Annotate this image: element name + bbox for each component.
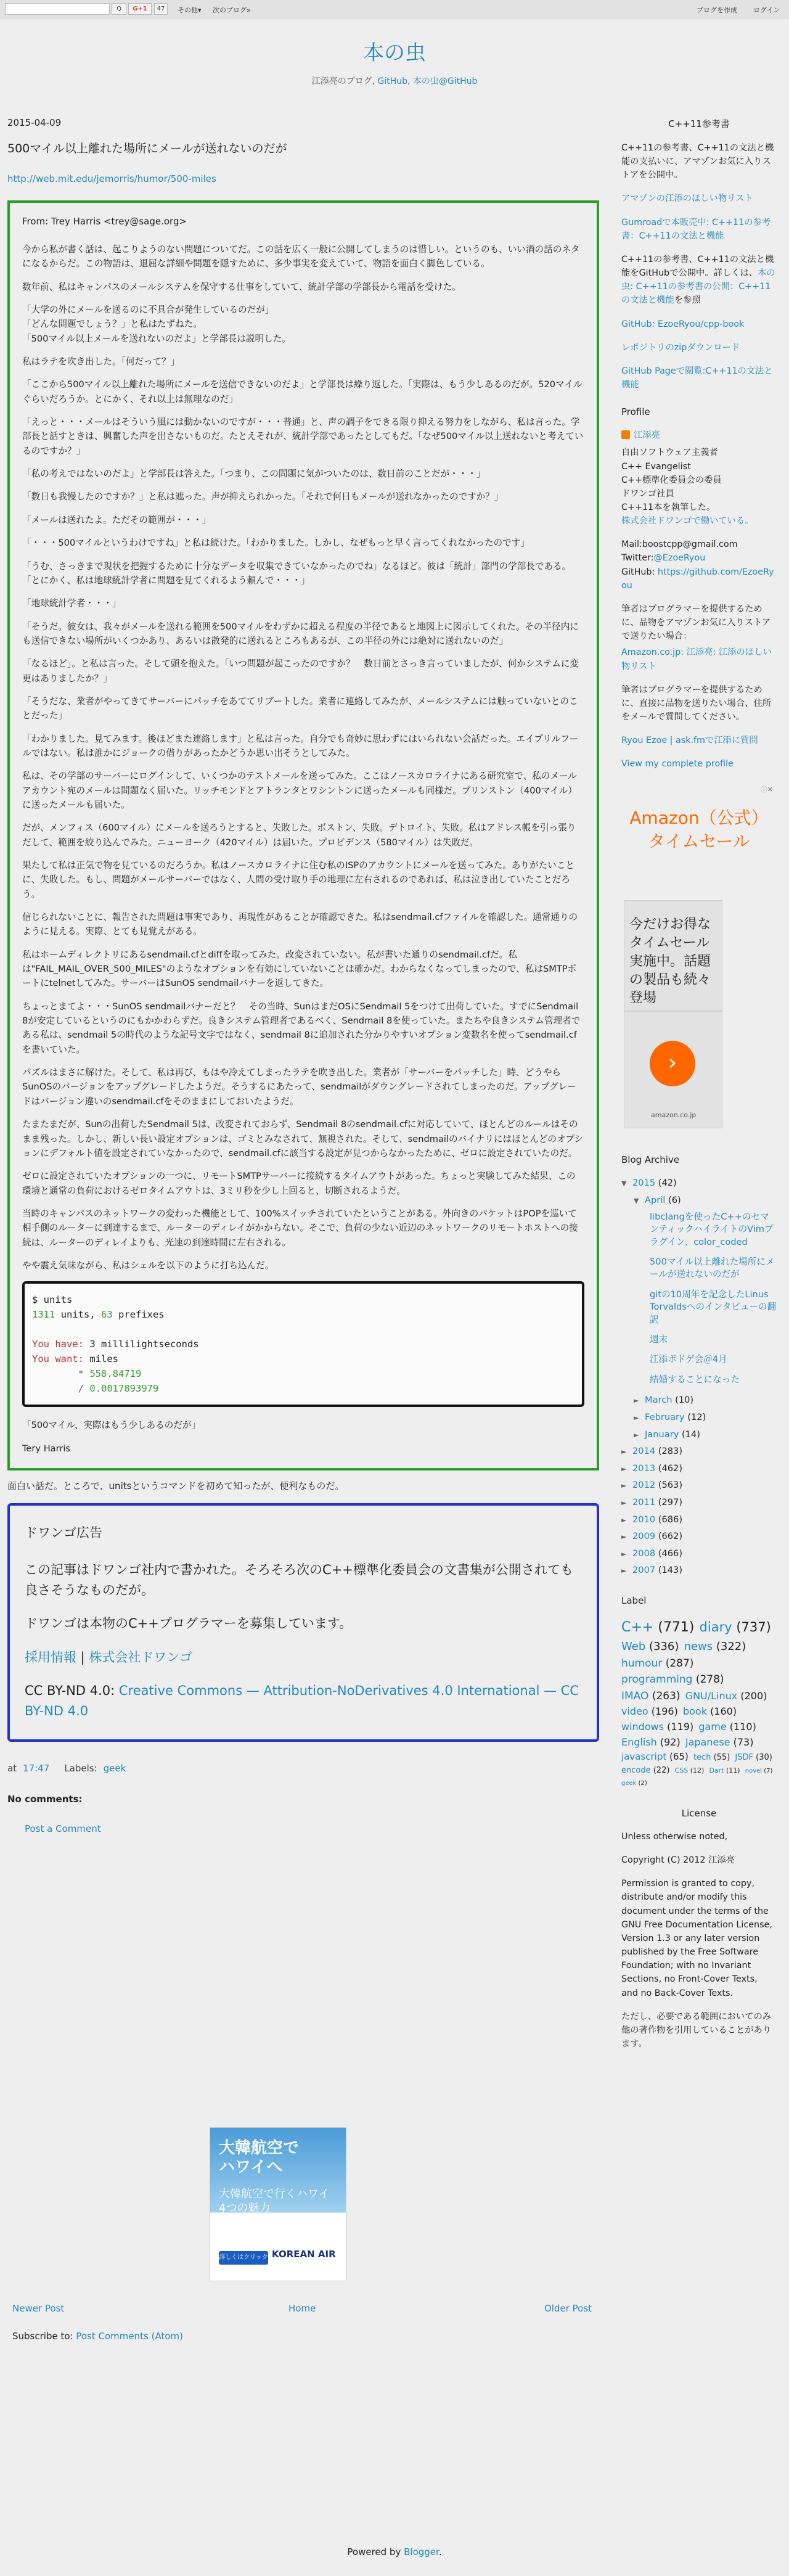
label-item bbox=[621, 1690, 681, 1702]
story-paragraph: 「・・・500マイルというわけですね」と私は続けた。「わかりました。しかし、なぜもっと早く言ってくれなかったのです」 bbox=[22, 538, 529, 549]
dwango-company-link[interactable]: 株式会社ドワンゴ bbox=[89, 1649, 193, 1665]
profile-line: C++ Evangelist bbox=[621, 461, 691, 472]
story-paragraph: 「そうだな、業者がやってきてサーバーにパッチをあててリブートした。業者に連絡してみたが、メールシステムには触っていないとのことだった」 bbox=[22, 695, 578, 721]
story-closing: 「500マイル、実際はもう少しあるのだが」 bbox=[22, 1420, 201, 1431]
archive-count: (6) bbox=[668, 1195, 681, 1206]
profile-line: ドワンゴ社員 bbox=[621, 488, 674, 499]
label-item bbox=[621, 1640, 679, 1653]
korean-air-line1: 大韓航空で bbox=[219, 2139, 300, 2157]
label-count: (22) bbox=[653, 1765, 670, 1775]
license-p1: Unless otherwise noted, bbox=[621, 1831, 728, 1842]
subscribe-atom-link[interactable]: Post Comments (Atom) bbox=[76, 2331, 183, 2342]
label-link[interactable]: humour bbox=[621, 1657, 663, 1670]
archive-count: (42) bbox=[658, 1178, 677, 1189]
label-link[interactable]: GNU/Linux bbox=[685, 1689, 738, 1702]
cpp-book-github-link[interactable]: GitHub: EzoeRyou/cpp-book bbox=[621, 319, 745, 329]
story-paragraph: 今から私が書く話は、起こりようのない問題についてだ。この話を広く一般に公開してしまうのは惜しい。というのも、いい酒の話のネタになるからだ。この物語は、退屈な詳細や問題を隠すために、多少事実を変えていて、物語を面白く脚色している。 bbox=[22, 244, 580, 269]
main-column bbox=[7, 117, 599, 1834]
blog-title[interactable]: 本の虫 bbox=[363, 41, 426, 65]
archive-month-row[interactable] bbox=[621, 1393, 777, 1408]
hon-github-link[interactable]: 本の虫@GitHub bbox=[412, 76, 478, 86]
label-link[interactable]: video bbox=[621, 1705, 648, 1718]
ref-github-desc bbox=[621, 253, 777, 308]
term-res2: 0.0017893979 bbox=[89, 1383, 159, 1395]
story-paragraph: パズルはまさに解けた。そして、私は再び、もはや冷えてしまったラテを吹き出した。業者が「サーバーをパッチした」時、どうやらSunOSのバージョンをアップグレードしたようだ。そうするにあたって、sendmailがダウングレードされてしまったのだ。アップグレードはバージョン違いのsendmail.cfをそのままにしておいたようだ。 bbox=[22, 1067, 576, 1107]
label-item bbox=[621, 1766, 669, 1775]
korean-air-ad-title bbox=[219, 2139, 299, 2177]
post-comment-link[interactable]: Post a Comment bbox=[25, 1823, 101, 1835]
label-item bbox=[621, 1751, 689, 1762]
archive-year-link[interactable]: 2008 bbox=[632, 1548, 656, 1559]
term-command: $ units bbox=[32, 1294, 73, 1306]
navbar-sign-in[interactable]: ログイン bbox=[753, 6, 780, 14]
label-link[interactable]: geek bbox=[621, 1779, 637, 1787]
archive-year-link[interactable]: 2007 bbox=[632, 1565, 656, 1576]
github-pages-link[interactable]: GitHub Pageで閲覧:C++11の文法と機能 bbox=[621, 366, 773, 390]
post-footer bbox=[7, 1763, 599, 1774]
story-paragraph: ゼロに設定されていたオプションの一つに、リモートSMTPサーバーに接続するタイムアウトがあった。ちょっと実験してみた結果、この環境と通常の負荷におけるゼロタイムアウトは、3ミリ秒を少し上回ると、切断されるようだ。 bbox=[22, 1171, 576, 1196]
github-link[interactable]: GitHub bbox=[377, 76, 407, 86]
archive-count: (462) bbox=[658, 1462, 683, 1474]
archive-post-link[interactable]: 500マイル以上離れた場所にメールが送れないのだが bbox=[650, 1256, 775, 1280]
archive-year-link[interactable]: 2009 bbox=[632, 1531, 656, 1542]
archive-year-link[interactable]: 2012 bbox=[632, 1480, 656, 1491]
story-paragraph: 「わかりました。見てみます。後ほどまた連絡します」と私は言った。自分でも奇妙に思わずにはいられない会話だった。エイプリルフールではない。私は誰かにジョークの借りがあったかどうか思い出そうとしてみた。 bbox=[22, 733, 579, 758]
post-afterword: 面白い話だ。ところで、unitsというコマンドを初めて知ったが、便利なものだ。 bbox=[7, 1480, 345, 1492]
label-count: (12) bbox=[690, 1766, 705, 1774]
archive-months bbox=[621, 1393, 777, 1442]
story-paragraph: 信じられないことに、報告された問題は事実であり、再現性があることが確認できた。私はsendmail.cfファイルを確認した。通常通りのように見える。実際、とても見覚えがある。 bbox=[22, 912, 578, 937]
story-paragraph: 当時のキャンパスのネットワークの変わった機能として、100%スイッチされていたということがある。外向きのパケットはPOPを巡いて相手側のルーターに到達するまで、ルーターのディレイがかからない。そこで、負荷の少ない近辺のネットワークのリモートホストへの接続は、ルーターのディレイよりも、光速の到達時間に左右される。 bbox=[22, 1208, 578, 1248]
cc-prefix: CC BY-ND 4.0: bbox=[25, 1683, 119, 1699]
ref-github-desc-a: C++11の参考書、C++11の文法と機能をGitHubで公開中。詳しくは、 bbox=[621, 254, 774, 279]
story-paragraph: 「地球統計学者・・・」 bbox=[22, 598, 121, 609]
korean-air-ad[interactable] bbox=[210, 2127, 346, 2281]
label-count: (92) bbox=[660, 1736, 681, 1748]
korean-air-ad-sub: 大韓航空で行くハワイ 4つの魅力 bbox=[219, 2188, 330, 2215]
label-item bbox=[621, 1657, 693, 1670]
label-item bbox=[735, 1753, 772, 1762]
story-paragraph: 「メールは送れたよ。ただその範囲が・・・」 bbox=[22, 514, 211, 525]
profile-name-link[interactable]: 江添亮 bbox=[634, 430, 660, 441]
term-want-value: miles bbox=[84, 1353, 118, 1365]
navbar-search-input[interactable] bbox=[5, 3, 110, 15]
recruit-link[interactable]: 採用情報 bbox=[25, 1649, 76, 1665]
label-count: (737) bbox=[736, 1620, 771, 1635]
archive-count: (143) bbox=[658, 1565, 683, 1576]
archive-count: (563) bbox=[658, 1480, 683, 1491]
story-paragraph: 「そうだ。彼女は、我々がメールを送れる範囲を500マイルをわずかに超える程度の半径であると地図上に図示してくれた。その半径内にも送信できない場所がいくつかあり、あるいは散発的に送れるところもあるが、この半径の外には絶対に送れないのだ」 bbox=[22, 621, 579, 646]
ref-github-desc-b: を参照 bbox=[674, 295, 701, 306]
triangle-right-icon[interactable]: ► bbox=[621, 1567, 627, 1575]
license-p3: Permission is granted to copy, distribute and/or modify this document under the terms of the GNU Free Documentation License, Version 1.3 or any later version published by the Free Software Foundation; with no Invariant Sections, no Front-Cover Texts, and no Back-Cover Texts. bbox=[621, 1879, 772, 1998]
archive-title: Blog Archive bbox=[621, 1154, 680, 1166]
comments-heading: No comments: bbox=[7, 1794, 83, 1805]
triangle-down-icon[interactable]: ▼ bbox=[634, 1197, 639, 1205]
ref-book-post-link[interactable]: 本の虫: C++11の参考書の公開：C++11の文法と機能 bbox=[621, 268, 775, 306]
sidebar bbox=[621, 117, 777, 2061]
label-item bbox=[621, 1780, 647, 1787]
amazon-ad-body: 今だけお得なタイムセール実施中。話題の製品も続々登場 bbox=[624, 900, 722, 1011]
comments-section bbox=[7, 1794, 599, 1834]
cc-license bbox=[25, 1681, 582, 1721]
label-link[interactable]: news bbox=[684, 1640, 713, 1654]
label-count: (287) bbox=[665, 1657, 694, 1670]
label-item bbox=[621, 1705, 678, 1717]
label-count: (2) bbox=[638, 1779, 647, 1787]
github-prefix: GitHub: bbox=[621, 567, 658, 577]
story-paragraph: 「なるほど」。と私は言った。そして頭を抱えた。「いつ問題が起こったのですか？ 数日前とさっき言っていましたが、何かシステムに変更はありましたか？」 bbox=[22, 658, 579, 684]
dwango-ad-p2: ドワンゴは本物のC++プログラマーを募集しています。 bbox=[25, 1616, 353, 1631]
archive-month-link[interactable]: April bbox=[645, 1195, 666, 1206]
label-item bbox=[684, 1640, 746, 1653]
label-item bbox=[685, 1690, 767, 1702]
navbar-more-menu[interactable]: その他▾ bbox=[178, 6, 202, 14]
archive-count: (297) bbox=[658, 1496, 683, 1507]
blogger-link[interactable]: Blogger bbox=[404, 2546, 439, 2558]
label-cloud bbox=[621, 1617, 777, 1789]
story-paragraph: 私はホームディレクトリにあるsendmail.cfとdiffを取ってみた。改変されていない。私が書いた通りのsendmail.cfだ。私は"FAIL_MAIL_OVER_500_MILES"のようなオプションを有効にしていないことは確かだ。わからなくなってしまったので、私はSMTPポートにtelnetしてみた。サーバーはSunOS sendmailバナーを返してきた。 bbox=[22, 949, 577, 989]
subscribe-line bbox=[12, 2331, 183, 2342]
label-count: (65) bbox=[669, 1751, 689, 1763]
label-count: (30) bbox=[756, 1753, 772, 1763]
archive-year-row[interactable] bbox=[621, 1479, 777, 1493]
archive-year-link[interactable]: 2011 bbox=[632, 1496, 656, 1507]
ref-description: C++11の参考書、C++11の文法と機能の支払いに、アマゾンお気に入りストアを公開中。 bbox=[621, 143, 774, 181]
blog-description bbox=[0, 75, 789, 87]
post-footer-at: at bbox=[7, 1763, 17, 1774]
label-link[interactable]: encode bbox=[621, 1765, 651, 1775]
contact-block bbox=[621, 538, 777, 593]
label-count: (110) bbox=[729, 1720, 756, 1733]
amazon-ad-domain: amazon.co.jp bbox=[651, 1111, 697, 1120]
archive-year-row[interactable] bbox=[621, 1513, 777, 1527]
label-link[interactable]: Dart bbox=[709, 1766, 724, 1774]
term-prefixes-count: 63 bbox=[100, 1309, 113, 1321]
label-count: (7) bbox=[764, 1767, 773, 1774]
archive-month-link[interactable]: January bbox=[645, 1429, 679, 1440]
label-link[interactable]: windows bbox=[621, 1720, 664, 1733]
story-signature: Tery Harris bbox=[22, 1443, 71, 1454]
label-count: (196) bbox=[651, 1705, 678, 1718]
post-label-geek[interactable]: geek bbox=[103, 1763, 126, 1774]
blog-desc-prefix: 江添亮のブログ, bbox=[311, 76, 378, 86]
triangle-right-icon[interactable]: ► bbox=[621, 1498, 627, 1507]
story-paragraph: たまたまだが、Sunの出荷したSendmail 5は、改変されておらず、Sendmail 8のsendmail.cfに対応していて、ほとんどのルールはそのまま残った。しかし、新しい長い設定オプションは、ゴミとみなされて、無視された。そして、sendmailのバイナリにはほとんどのオプションにデフォルト値を設定されていなかったので、sendmail.cfに該当する設定が見つからなかったために、ゼロに設定されていたのだ。 bbox=[22, 1119, 583, 1159]
label-link[interactable]: javascript bbox=[621, 1751, 667, 1763]
story-paragraph: 私はラテを吹き出した。「何だって？」 bbox=[22, 356, 180, 367]
license-title: License bbox=[681, 1807, 717, 1819]
story-paragraph: 「数日も我慢したのですか？」と私は遮った。声が抑えられかった。「それで何日もメールが送れなかったのですか？」 bbox=[22, 491, 504, 502]
label-link[interactable]: IMAO bbox=[621, 1689, 649, 1702]
korean-air-ad-button[interactable]: 詳しくはクリック bbox=[219, 2251, 268, 2265]
repo-zip-link[interactable]: レポジトリのzipダウンロード bbox=[621, 342, 740, 353]
wishlist-link[interactable]: アマゾンの江添のほしい物リスト bbox=[621, 194, 753, 204]
arrow-right-icon[interactable]: › bbox=[650, 1041, 695, 1086]
profile-line: C++標準化委員会の委員 bbox=[621, 475, 722, 485]
direct-gift-desc: 筆者はプログラマーを提供するために、直接に品物を送りたい場合、住所をメールで質問してください。 bbox=[621, 684, 772, 722]
askfm-link[interactable]: Ryou Ezoe | ask.fmで江添に質問 bbox=[621, 736, 758, 746]
label-item bbox=[745, 1768, 773, 1774]
triangle-right-icon[interactable]: ► bbox=[621, 1549, 627, 1558]
archive-year-row[interactable] bbox=[621, 1564, 777, 1578]
twitter-link[interactable]: @EzoeRyou bbox=[653, 553, 706, 564]
home-link[interactable]: Home bbox=[288, 2303, 316, 2314]
label-item bbox=[693, 1753, 730, 1762]
label-count: (73) bbox=[733, 1736, 754, 1748]
dwango-ad-links bbox=[25, 1647, 582, 1668]
archive-year-link[interactable]: 2010 bbox=[632, 1514, 656, 1525]
post-title: 500マイル以上離れた場所にメールが送れないのだが bbox=[7, 142, 287, 155]
story-paragraphs bbox=[22, 242, 584, 1273]
dwango-work-link[interactable]: 株式会社ドワンゴで働いている。 bbox=[621, 516, 754, 527]
newer-post-link[interactable]: Newer Post bbox=[12, 2303, 65, 2314]
archive-month-link[interactable]: February bbox=[645, 1411, 685, 1422]
amazon-wishlist-link[interactable]: Amazon.co.jp: 江添亮: 江添のほしい物リスト bbox=[621, 647, 772, 671]
adchoices-icon[interactable]: ⓘ✕ bbox=[760, 786, 773, 794]
label-link[interactable]: C++ bbox=[621, 1620, 654, 1636]
label-link[interactable]: diary bbox=[699, 1620, 732, 1635]
archive-year-link[interactable]: 2015 bbox=[632, 1178, 656, 1189]
label-count: (200) bbox=[740, 1689, 767, 1702]
label-count: (119) bbox=[667, 1720, 694, 1733]
archive-year-2015[interactable] bbox=[621, 1176, 777, 1191]
archive-month-april[interactable] bbox=[621, 1194, 777, 1208]
label-item bbox=[621, 1721, 693, 1733]
archive-post-link[interactable]: gitの10周年を記念したLinus Torvaldsへのインタビューの翻訳 bbox=[650, 1289, 777, 1325]
term-prefixes-text: prefixes bbox=[112, 1309, 165, 1321]
term-res1-op: * bbox=[32, 1368, 90, 1380]
triangle-right-icon[interactable]: ► bbox=[621, 1516, 627, 1524]
date-header: 2015-04-09 bbox=[7, 117, 62, 128]
archive-count: (10) bbox=[675, 1395, 694, 1406]
archive-year-link[interactable]: 2014 bbox=[632, 1446, 656, 1457]
korean-air-logo: KOREAN AIR bbox=[272, 2249, 336, 2260]
gumroad-link[interactable]: Gumroadで本販売中: C++11の参考書：C++11の文法と機能 bbox=[621, 217, 771, 241]
archive-year-row[interactable] bbox=[621, 1445, 777, 1459]
term-res2-op: / bbox=[32, 1383, 90, 1395]
older-post-link[interactable]: Older Post bbox=[544, 2303, 592, 2314]
archive-count: (283) bbox=[658, 1446, 683, 1457]
label-count: (771) bbox=[658, 1620, 695, 1636]
archive-year-row[interactable] bbox=[621, 1547, 777, 1561]
story-paragraph: 「私の考えではないのだよ」と学部長は答えた。「つまり、この問題に気がついたのは、数日前のことだが・・・」 bbox=[22, 469, 486, 480]
label-item bbox=[621, 1620, 694, 1635]
label-item bbox=[621, 1673, 724, 1686]
archive-year-row[interactable] bbox=[621, 1462, 777, 1476]
footer-dot: . bbox=[438, 2546, 442, 2558]
label-link[interactable]: novel bbox=[745, 1767, 762, 1774]
sidebar-ref-title: C++11参考書 bbox=[668, 118, 730, 129]
triangle-right-icon[interactable]: ► bbox=[621, 1533, 627, 1541]
story-paragraph: 私は、その学部のサーバーにログインして、いくつかのテストメールを送ってみた。ここはノースカロライナにある研究室で、私のメールアカウント宛のメールは問題なく届いた。リッチモンドとアトランタとワシントンに送ったメールも同様だ。プリンストン（400マイル）に送ったメールも届いた。 bbox=[22, 771, 577, 810]
archive-month-row[interactable] bbox=[621, 1428, 777, 1442]
story-paragraph: 「ここから500マイル以上離れた場所にメールを送信できないのだよ」と学部長は繰り返した。「実際は、もう少しあるのだが。520マイルぐらいだろうか。とにかく、それ以上は無理なのだ」 bbox=[22, 379, 583, 404]
story-paragraph: 数年前、私はキャンパスのメールシステムを保守する仕事をしていて、統計学部の学部長から電話を受けた。 bbox=[22, 281, 461, 292]
label-count: (160) bbox=[710, 1705, 737, 1718]
triangle-right-icon[interactable]: ► bbox=[621, 1448, 627, 1456]
archive-post-link[interactable]: libclangを使ったC++のセマンティックハイライトのVimプラグイン、color_coded bbox=[650, 1211, 774, 1247]
triangle-right-icon[interactable]: ► bbox=[621, 1482, 627, 1490]
triangle-right-icon[interactable]: ► bbox=[634, 1413, 639, 1422]
story-paragraph: 「えっと・・・メールはそういう風には動かないのですが・・・普通」と、声の調子をできる限り抑える努力をしながら、私は言った。学部長と話すときは、興奮した声を出さないものだ。たとえそれが、統計学部であったとしてもだ。「なぜ500マイル以上送れないと考えているのですか？」 bbox=[22, 417, 584, 456]
term-units-text: units, bbox=[55, 1309, 101, 1321]
navbar-next-blog[interactable]: 次のブログ» bbox=[213, 6, 251, 14]
label-item bbox=[698, 1721, 756, 1733]
label-count: (278) bbox=[695, 1673, 724, 1686]
license-p4: ただし、必要である範囲においてのみ他の著作物を引用していることがあります。 bbox=[621, 2011, 772, 2049]
label-link[interactable]: English bbox=[621, 1736, 657, 1748]
story-paragraph: 果たして私は正気で物を見ているのだろうか。私はノースカロライナに住む私のISPのアカウントにメールを送ってみた。ありがたいことに、失敗した。もし、問題がメールサーバーではなく、人間の受け取り手の地理に左右されるのであれば、私は泣き出していたことだろう。 bbox=[22, 860, 574, 900]
archive-year-link[interactable]: 2013 bbox=[632, 1462, 656, 1474]
archive-year-row[interactable] bbox=[621, 1530, 777, 1544]
blog-archive bbox=[621, 1176, 777, 1578]
term-have-label: You have: bbox=[32, 1339, 84, 1350]
term-res1: 558.84719 bbox=[89, 1368, 142, 1380]
story-paragraph: だが、メンフィス（600マイル）にメールを送ろうとすると、失敗した。ボストン、失敗。デトロイト、失敗。私はアドレス帳を引っ張りだして、範囲を絞り込んでみた。ニューヨーク（420マイル）は届いた。プロビデンス（580マイル）は失敗だ。 bbox=[22, 822, 576, 848]
archive-count: (12) bbox=[687, 1411, 706, 1422]
units-terminal bbox=[22, 1281, 584, 1407]
profile-github-link[interactable]: https://github.com/EzoeRyou bbox=[621, 567, 774, 591]
label-count: (11) bbox=[726, 1766, 740, 1774]
label-item bbox=[709, 1766, 740, 1774]
archive-month-row[interactable] bbox=[621, 1411, 777, 1425]
archive-post-link[interactable]: 週末 bbox=[650, 1334, 668, 1345]
profile-title: Profile bbox=[621, 406, 650, 418]
blogger-profile-icon bbox=[621, 430, 630, 439]
label-item bbox=[621, 1736, 681, 1748]
post-timestamp-link[interactable]: 17:47 bbox=[23, 1763, 50, 1774]
amazon-ad[interactable] bbox=[621, 784, 777, 1130]
label-link[interactable]: JSDF bbox=[735, 1753, 753, 1763]
archive-year-row[interactable] bbox=[621, 1496, 777, 1510]
label-count: (263) bbox=[652, 1689, 681, 1702]
profile-line: C++11本を執筆した。 bbox=[621, 502, 716, 512]
post-labels-label: Labels: bbox=[64, 1763, 97, 1774]
dwango-ad-box bbox=[7, 1503, 599, 1742]
archive-count: (466) bbox=[658, 1548, 683, 1559]
blogger-navbar bbox=[0, 0, 789, 18]
label-link[interactable]: Japanese bbox=[685, 1736, 730, 1748]
story-quote-box bbox=[7, 200, 599, 1471]
story-paragraph: ちょっとまてよ・・・SunOS sendmailバナーだと？ その当時、SunはまだOSにSendmail 5をつけて出荷していた。すでにSendmail 8が安定しているというのにもかかわらずだ。良きシステム管理者であるべく、Sendmail 8を使っていた。またちや良きシステム管理者である私は、sendmail 5の時代のような記号文字ではなく、sendmail 8に追加された分かりやすいオプション変数名を使ってsendmail.cfを書いていた。 bbox=[22, 1001, 581, 1055]
korean-air-line2: ハワイへ bbox=[219, 2158, 283, 2177]
label-count: (336) bbox=[648, 1640, 679, 1654]
navbar-create-blog[interactable]: ブログを作成 bbox=[697, 6, 737, 14]
archive-month-link[interactable]: March bbox=[645, 1395, 672, 1406]
links-sep: | bbox=[76, 1649, 89, 1665]
amazon-ad-headline: Amazon（公式）タイムセール bbox=[629, 808, 769, 852]
archive-count: (662) bbox=[658, 1531, 683, 1542]
dwango-ad-heading: ドワンゴ広告 bbox=[25, 1525, 102, 1541]
label-link[interactable]: game bbox=[698, 1720, 727, 1733]
story-from: From: Trey Harris <trey@sage.org> bbox=[22, 216, 187, 227]
triangle-right-icon[interactable]: ► bbox=[634, 1397, 639, 1405]
label-item bbox=[685, 1736, 754, 1748]
label-item bbox=[683, 1705, 737, 1717]
complete-profile-link[interactable]: View my complete profile bbox=[621, 759, 734, 769]
blog-header bbox=[0, 18, 789, 99]
gplus-count: 47 bbox=[154, 3, 168, 15]
dwango-ad-p1: この記事はドワンゴ社内で書かれた。そろそろ次のC++標準化委員会の文書集が公開されても良さそうなものだが。 bbox=[25, 1562, 573, 1598]
story-paragraph: 「大学の外にメールを送るのに不具合が発生しているのだが」 「どんな問題でしょう？」と私はたずねた。 「500マイル以上メールを送れないのだよ」と学部長は説明した。 bbox=[22, 305, 291, 344]
powered-by: Powered by bbox=[347, 2546, 404, 2558]
license-p2: Copyright (C) 2012 江添亮 bbox=[621, 1855, 735, 1866]
navbar-search-button[interactable]: Q bbox=[112, 3, 126, 15]
label-count: (322) bbox=[716, 1640, 746, 1654]
term-want-label: You want: bbox=[32, 1353, 84, 1365]
label-link[interactable]: Web bbox=[621, 1640, 646, 1654]
label-item bbox=[675, 1766, 705, 1774]
label-count: (55) bbox=[713, 1753, 730, 1763]
source-link[interactable]: http://web.mit.edu/jemorris/humor/500-miles bbox=[7, 173, 216, 184]
subscribe-label: Subscribe to: bbox=[12, 2331, 76, 2342]
profile-mail: Mail:boostcpp@gmail.com bbox=[621, 539, 738, 550]
profile-name-row bbox=[621, 429, 777, 442]
label-link[interactable]: book bbox=[682, 1705, 707, 1718]
story-paragraph: やや震え気味ながら、私はシェルを以下のように打ち込んだ。 bbox=[22, 1260, 274, 1271]
label-link[interactable]: CSS bbox=[674, 1766, 689, 1774]
amazon-wish-desc: 筆者はプログラマーを提供するために、品物をアマゾンお気に入りストアで送りたい場合： bbox=[621, 604, 771, 642]
triangle-right-icon[interactable]: ► bbox=[621, 1464, 627, 1473]
profile-line: 自由ソフトウェア主義者 bbox=[621, 448, 718, 458]
archive-count: (686) bbox=[658, 1514, 683, 1525]
term-have-value: 3 millilightseconds bbox=[84, 1339, 199, 1350]
archive-count: (14) bbox=[681, 1429, 700, 1440]
label-item bbox=[700, 1620, 771, 1635]
archive-post-link[interactable]: 結婚することになった bbox=[650, 1374, 740, 1385]
archive-post-link[interactable]: 江添ボドゲ会＠4月 bbox=[650, 1354, 727, 1365]
label-link[interactable]: tech bbox=[693, 1753, 711, 1763]
page-footer bbox=[0, 2546, 789, 2558]
triangle-right-icon[interactable]: ► bbox=[634, 1430, 639, 1439]
april-post-list bbox=[621, 1211, 777, 1387]
cc-license-link[interactable]: Creative Commons — Attribution-NoDerivatives 4.0 International — CC BY-ND 4.0 bbox=[25, 1683, 579, 1718]
triangle-down-icon[interactable]: ▼ bbox=[621, 1179, 627, 1188]
blog-desc-sep: , bbox=[407, 76, 413, 86]
story-paragraph: 「うむ、さっきまで現状を把握するために十分なデータを収集できていなかったのでね」なるほど。彼は「統計」部門の学部長である。「とにかく、私は地球統計学者に問題を見てくれるよう頼んで・・・」 bbox=[22, 560, 571, 586]
archive-years bbox=[621, 1445, 777, 1578]
term-units-count: 1311 bbox=[32, 1309, 55, 1321]
label-title: Label bbox=[621, 1595, 647, 1607]
twitter-prefix: Twitter: bbox=[621, 553, 654, 564]
profile-lines bbox=[621, 446, 777, 514]
label-link[interactable]: programming bbox=[621, 1673, 693, 1686]
gplus-button[interactable]: G+1 bbox=[128, 3, 152, 15]
